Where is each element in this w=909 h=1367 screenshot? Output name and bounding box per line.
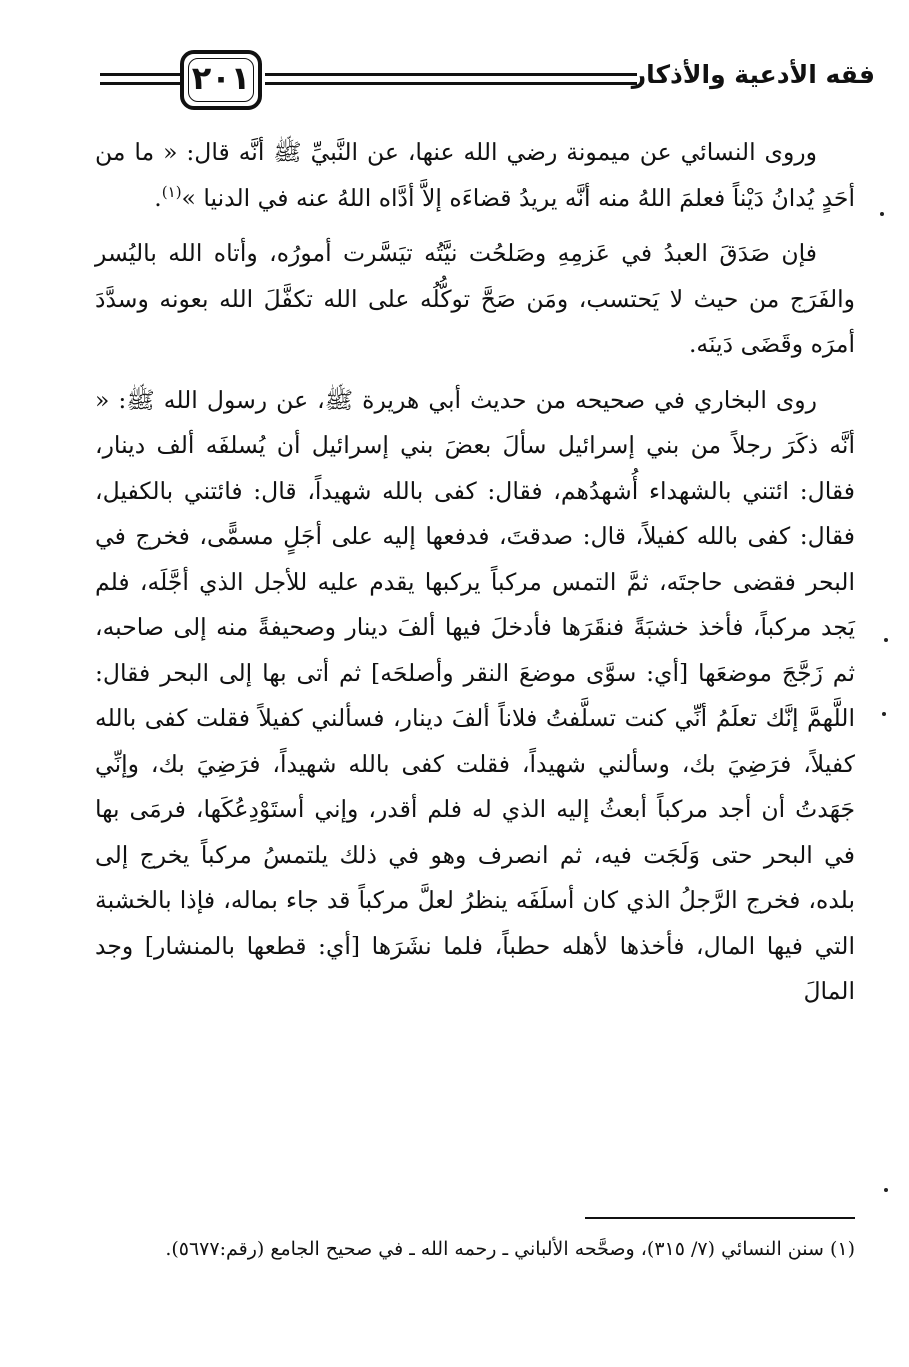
- scan-speck: [884, 1188, 888, 1192]
- page-number: ٢٠١: [191, 59, 251, 97]
- header-rule: [265, 73, 637, 76]
- header-rule: [265, 82, 637, 85]
- footnote: (١) سنن النسائي (٧/ ٣١٥)، وصحَّحه الألباني ـ رحمه الله ـ في صحيح الجامع (رقم:٥٦٧٧).: [165, 1238, 855, 1260]
- paragraph-text: وروى النسائي عن ميمونة رضي الله عنها، عن النَّبيِّ ﷺ أنَّه قال: « ما من أحَدٍ يُدانُ دَيْناً فعلمَ اللهُ منه أنَّه يريدُ قضاءَه إلاَّ أدَّاه اللهُ عنه في الدنيا »: [95, 138, 855, 212]
- paragraph: [95, 231, 855, 368]
- scan-speck: [884, 638, 888, 642]
- paragraph: [95, 130, 855, 221]
- scan-speck: [882, 712, 886, 716]
- main-text: [95, 130, 855, 1025]
- header-rule: [100, 73, 182, 76]
- scan-speck: [880, 212, 884, 216]
- paragraph: [95, 378, 855, 1015]
- paragraph-tail: .: [154, 183, 162, 212]
- footnote-separator: [585, 1217, 855, 1219]
- header-rule: [100, 82, 182, 85]
- footnote-reference: (١): [161, 182, 182, 201]
- paragraph-text: روى البخاري في صحيحه من حديث أبي هريرة ﷺ، عن رسول الله ﷺ: « أنَّه ذكَرَ رجلاً من بني إسرائيل سألَ بعضَ بني إسرائيل أن يُسلفَه ألف دينار، فقال: ائتني بالشهداء أُشهدُهم، فقال: كفى بالله شهيداً، قال: فائتني بالكفيل، فقال: كفى بالله كفيلاً، قال: صدقتَ، فدفعها إليه على أجَلٍ مسمًّى، فخرج في البحر فقضى حاجتَه، ثمَّ التمس مركباً يركبها يقدم عليه للأجل الذي أجَّلَه، فلم يَجد مركباً، فأخذ خشبَةً فنقَرَها فأدخلَ فيها ألفَ دينار وصحيفةً منه إلى صاحبه، ثم زَجَّجَ موضعَها [أي: سوَّى موضعَ النقر وأصلحَه] ثم أتى بها إلى البحر فقال: اللَّهمَّ إنَّك تعلَمُ أنِّي كنت تسلَّفتُ فلاناً ألفَ دينار، فسألني كفيلاً فقلت كفى بالله كفيلاً، فرَضِيَ بك، وسألني شهيداً، فقلت كفى بالله شهيداً، فرَضِيَ بك، وإنِّي جَهَدتُ أن أجد مركباً أبعثُ إليه الذي له فلم أقدر، وإني أستَوْدِعُكَها، فرمَى بها في البحر حتى وَلَجَت فيه، ثم انصرف وهو في ذلك يلتمسُ مركباً يخرج إلى بلده، فخرج الرَّجلُ الذي كان أسلَفَه ينظرُ لعلَّ مركباً قد جاء بماله، فإذا بالخشبة التي فيها المال، فأخذها لأهله حطباً، فلما نشَرَها [أي: قطعها بالمنشار] وجد المالَ: [95, 385, 855, 1005]
- running-title: فقه الأدعية والأذكار: [631, 60, 875, 89]
- page-number-frame: [180, 50, 262, 110]
- page-header: [95, 40, 875, 120]
- paragraph-text: فإن صَدَقَ العبدُ في عَزمِهِ وصَلحُت نيَّتُه تيَسَّرت أمورُه، وأتاه الله باليُسر والفَرَج من حيث لا يَحتسب، ومَن صَحَّ توكُّلُه على الله تكفَّلَ الله بعونه وسدَّدَ أمرَه وقَضَى دَينَه.: [95, 239, 855, 358]
